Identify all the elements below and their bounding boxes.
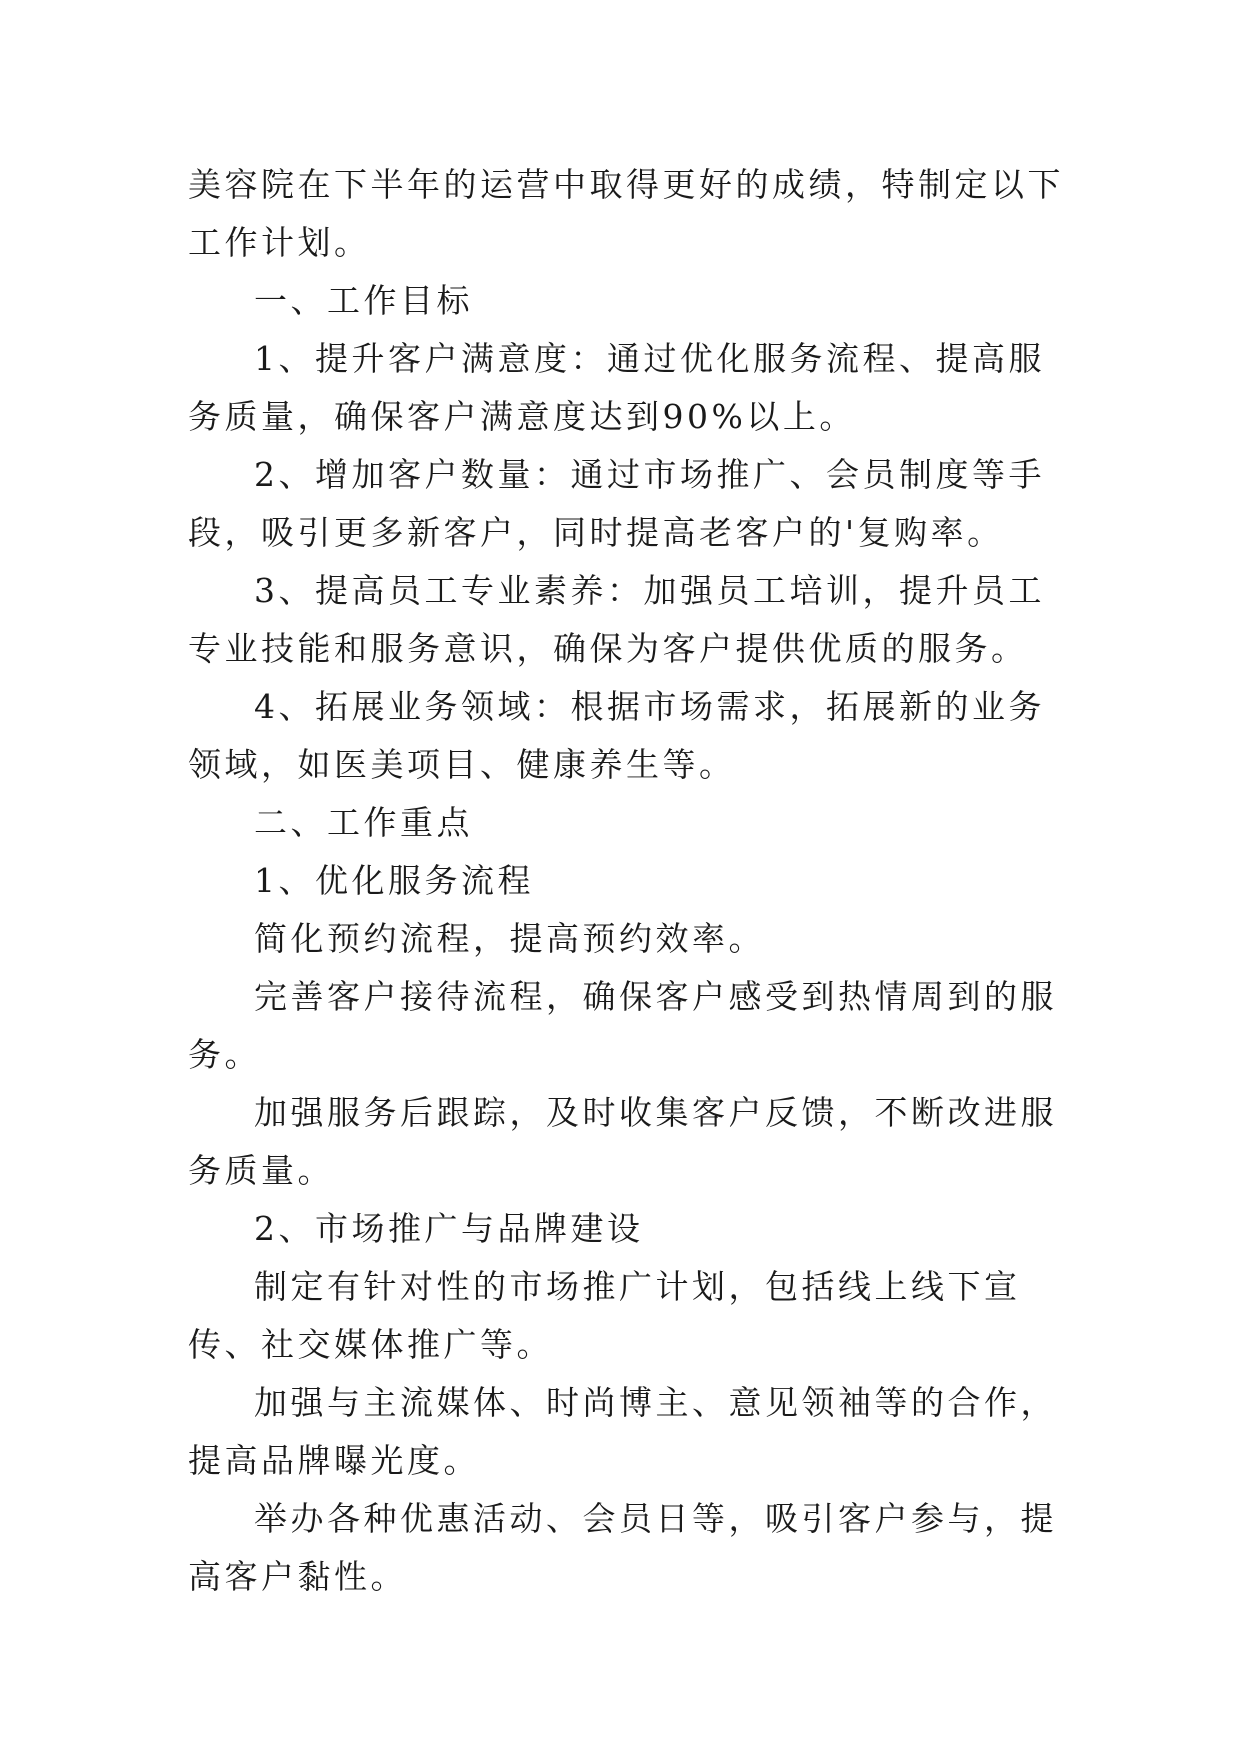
subheading-marketing: 2、市场推广与品牌建设: [254, 1209, 644, 1248]
paragraph-service-2: 完善客户接待流程，确保客户感受到热情周到的服务。: [188, 977, 1057, 1074]
section-heading-goals: 一、工作目标: [254, 281, 473, 320]
section-heading-focus: 二、工作重点: [254, 803, 473, 842]
paragraph-marketing-3: 举办各种优惠活动、会员日等，吸引客户参与，提高客户黏性。: [188, 1499, 1057, 1596]
paragraph-marketing-2: 加强与主流媒体、时尚博主、意见领袖等的合作，提高品牌曝光度。: [188, 1383, 1057, 1480]
subheading-service-flow: 1、优化服务流程: [254, 861, 534, 900]
document-body: [188, 156, 1078, 1606]
paragraph-service-3: 加强服务后跟踪，及时收集客户反馈，不断改进服务质量。: [188, 1093, 1057, 1190]
goal-item-4: 4、拓展业务领域：根据市场需求，拓展新的业务领域，如医美项目、健康养生等。: [188, 687, 1045, 784]
goal-item-2: 2、增加客户数量：通过市场推广、会员制度等手段，吸引更多新客户，同时提高老客户的'复购率。: [188, 455, 1045, 552]
goal-item-3: 3、提高员工专业素养：加强员工培训，提升员工专业技能和服务意识，确保为客户提供优质的服务。: [188, 571, 1045, 668]
paragraph-marketing-1: 制定有针对性的市场推广计划，包括线上线下宣传、社交媒体推广等。: [188, 1267, 1021, 1364]
goal-item-1: 1、提升客户满意度：通过优化服务流程、提高服务质量，确保客户满意度达到90%以上。: [188, 339, 1045, 436]
paragraph-intro: 美容院在下半年的运营中取得更好的成绩，特制定以下工作计划。: [188, 165, 1064, 262]
paragraph-service-1: 简化预约流程，提高预约效率。: [254, 919, 765, 958]
